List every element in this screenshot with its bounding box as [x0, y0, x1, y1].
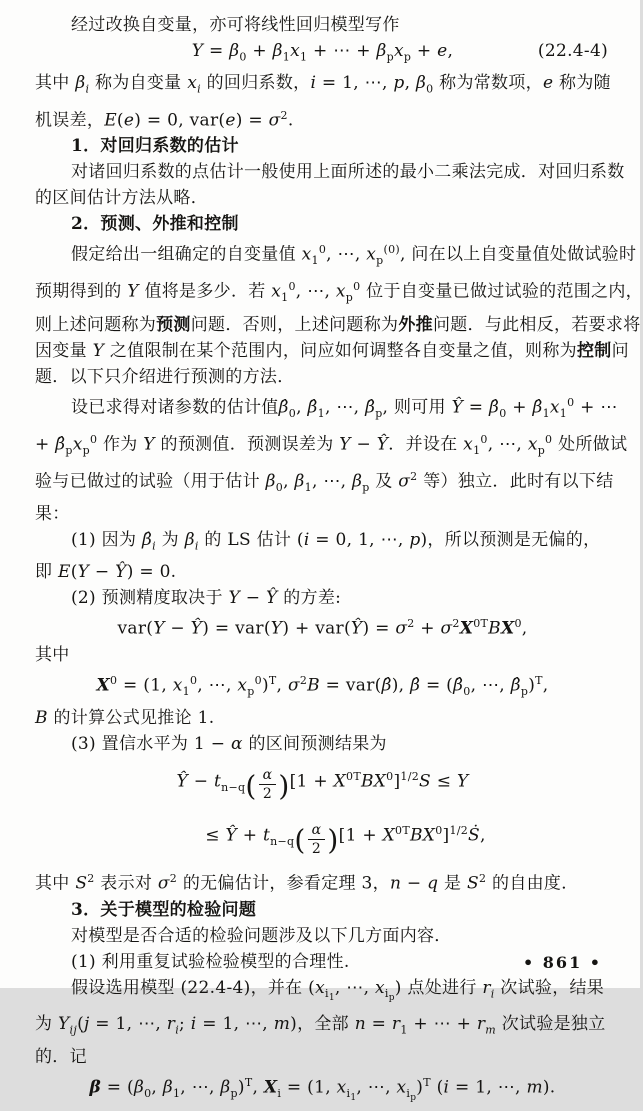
- text-line: 其中: [35, 644, 70, 665]
- text-line: (3) 置信水平为 1 − α 的区间预测结果为: [71, 733, 387, 754]
- text-line: 因变量 Y 之值限制在某个范围内，问应如何调整各自变量之值，则称为控制问: [35, 340, 629, 361]
- text-line: (1) 利用重复试验检验模型的合理性.: [71, 951, 350, 972]
- text-line: 对模型是否合适的检验问题涉及以下几方面内容．: [71, 925, 452, 946]
- page-number: • 861 •: [523, 953, 602, 972]
- formula: $Y = \beta_0 + \beta_1x_1$ + ⋯ + $\beta_px_p + e$,: [191, 41, 454, 64]
- text-line: B 的计算公式见推论 1.: [35, 707, 215, 728]
- text-line: (2) 预测精度取决于 Y − Ŷ 的方差:: [71, 588, 342, 609]
- text-line: 果：: [35, 503, 70, 524]
- text-line: 假设选用模型 (22.4-4)，并在 ($x_{i_1}$, ⋯, $x_{i_p}$) 点处进行 $r_i$ 次试验，结果: [71, 977, 605, 1004]
- text-line: 其中 $\beta_i$ 称为自变量 $x_i$ 的回归系数，i = 1, ⋯, p, $\beta_0$ 称为常数项，e 称为随: [35, 73, 611, 96]
- section-heading: 2．预测、外推和控制: [71, 214, 239, 235]
- text-line: + $\betâ_px_p^0$ 作为 Y 的预测值．预测误差为 Y − Ŷ．并设在 $x_1^0$, ⋯, $x_p^0$ 处所做试: [35, 432, 628, 457]
- equation-line: [35, 38, 610, 70]
- formula-line: $X^0 = (1$, $x_1^0$, ⋯, $x_p^0)^T$, $\sigma^2B$ = var(β̂), β̂ = ($\betâ_0$, ⋯, $\betâ_p)^T$,: [96, 673, 549, 698]
- text-line: 为 $Y_{ij}(j = 1$, ⋯, $r_i$; i = 1, ⋯, m)，全部 $n = r_1$ + ⋯ + $r_m$ 次试验是独立: [35, 1014, 606, 1037]
- text-line: 验与已做过的试验（用于估计 $\beta_0$, $\beta_1$, ⋯, $\beta_p$ 及 $\sigma^2$ 等）独立．此时有以下结: [35, 469, 614, 494]
- equation-number: (22.4-4): [537, 41, 608, 61]
- formula-line: ≤ Ŷ + $t_{n-q}$( $\frac{\alpha}{2}$ )$[1 + X^{0T}BX^0]^{1/2}Ṡ$,: [205, 821, 486, 858]
- text-line: 机误差，E(e) = 0, $var(e) = \sigma^2$.: [35, 108, 294, 131]
- section-heading: 3．关于模型的检验问题: [71, 899, 257, 920]
- text-line: 对诸回归系数的点估计一般使用上面所述的最小二乘法完成．对回归系数: [71, 162, 625, 183]
- text-line: 的．记: [35, 1046, 87, 1067]
- text-line: 题．以下只介绍进行预测的方法．: [35, 366, 295, 387]
- text-line: (1) 因为 $\betâ_i$ 为 $\beta_i$ 的 LS 估计 (i = 0, 1, ⋯, p)，所以预测是无偏的，: [71, 529, 601, 553]
- text-line: 预期得到的 Y 值将是多少．若 $x_1^0$, ⋯, $x_p^0$ 位于自变量已做过试验的范围之内，: [35, 280, 643, 305]
- formula-line: Ŷ − $t_{n-q}$( $\frac{\alpha}{2}$ )$[1 + X^{0T}BX^0]^{1/2}S \le Y$: [176, 767, 469, 803]
- text-block: [35, 12, 643, 1111]
- formula-line: var(Y − Ŷ) = var(Y) + var(Ŷ) = $\sigma^2 + \sigma^2X^{0T}BX^0$,: [117, 617, 528, 639]
- text-line: 即 E(Y − Ŷ) = 0.: [35, 562, 177, 583]
- formula-line: $\beta = (\beta_0$, $\beta_1$, ⋯, $\beta_p)^T$, $X_i = (1$, $x_{i_1}$, ⋯, $x_{i_p})^T$ (i = 1, ⋯, m).: [89, 1075, 556, 1103]
- text-line: 的区间估计方法从略．: [35, 188, 208, 209]
- text-line: 设已求得对诸参数的估计值$\betâ_0$, $\betâ_1$, ⋯, $\betâ_p$, 则可用 Ŷ = $\betâ_0$ + $\betâ_1x_1^0$ + ⋯: [71, 395, 618, 420]
- text-line: 假定给出一组确定的自变量值 $x_1^0$, ⋯, $x_p^{(0)}$, 问在以上自变量值处做试验时: [71, 243, 637, 268]
- section-heading: 1．对回归系数的估计: [71, 136, 239, 157]
- text-line: 则上述问题称为预测问题．否则，上述问题称为外推问题．与此相反，若要求将: [35, 314, 641, 335]
- text-line: 经过改换自变量，亦可将线性回归模型写作: [71, 15, 400, 35]
- text-line: 其中 $S^2$ 表示对 $\sigma^2$ 的无偏估计，参看定理 3，n − q 是 $S^2$ 的自由度．: [35, 872, 579, 894]
